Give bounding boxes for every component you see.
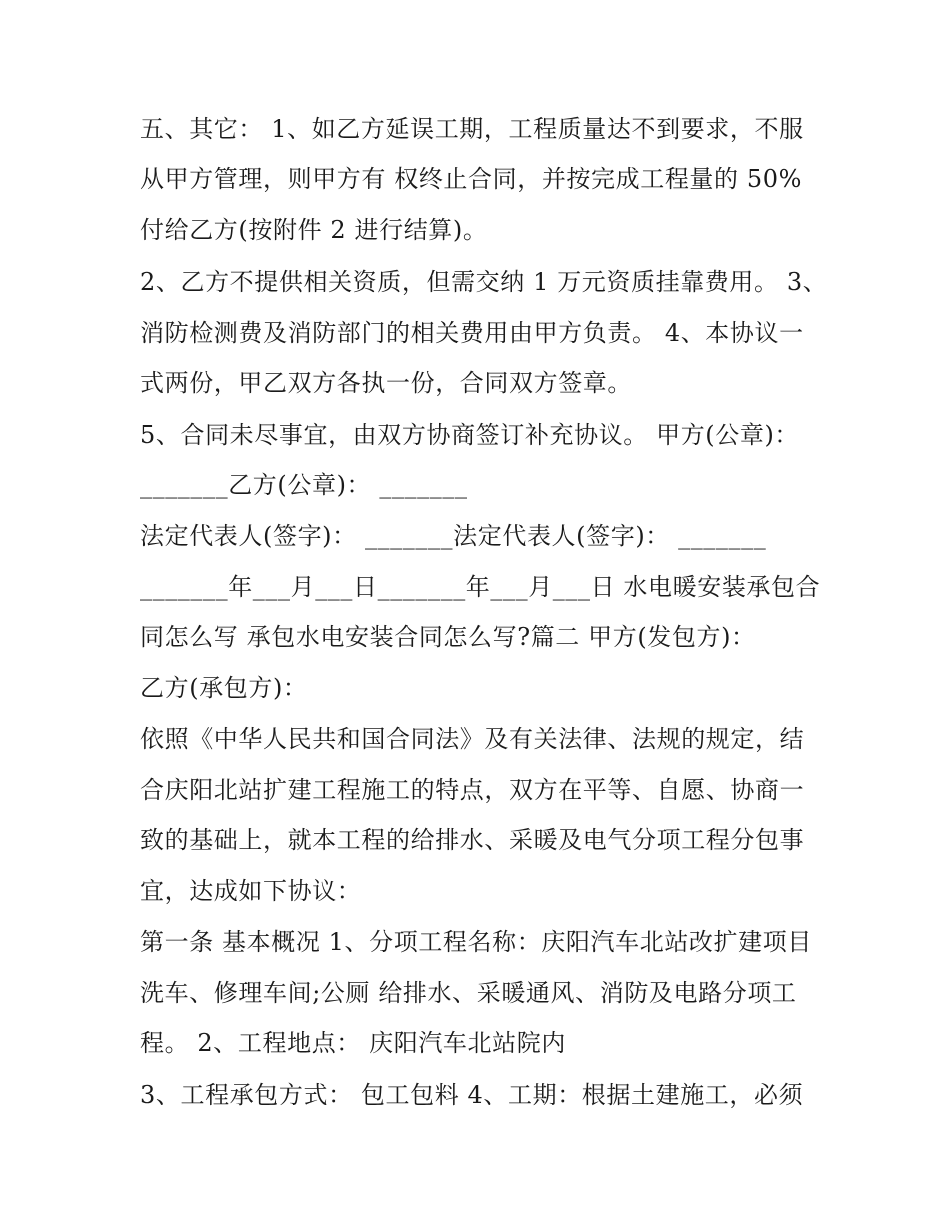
text-line: 5、合同未尽事宜，由双方协商签订补充协议。 甲方(公章)： [140, 421, 800, 449]
text-line: 法定代表人(签字)： _______法定代表人(签字)： _______ [140, 522, 767, 550]
text-line: 合庆阳北站扩建工程施工的特点，双方在平等、自愿、协商一 [140, 776, 805, 804]
text-line: 洗车、修理车间;公厕 给排水、采暖通风、消防及电路分项工 [140, 979, 797, 1007]
text-line: 第一条 基本概况 1、分项工程名称：庆阳汽车北站改扩建项目 [140, 928, 812, 956]
text-line: 同怎么写 承包水电安装合同怎么写?篇二 甲方(发包方)： [140, 623, 756, 651]
text-line: 五、其它： 1、如乙方延误工期，工程质量达不到要求，不服 [140, 115, 804, 143]
text-line: 乙方(承包方)： [140, 674, 308, 702]
text-line: 消防检测费及消防部门的相关费用由甲方负责。 4、本协议一 [140, 319, 804, 347]
text-line: 致的基础上，就本工程的给排水、采暖及电气分项工程分包事 [140, 826, 805, 854]
text-line: 程。 2、工程地点： 庆阳汽车北站院内 [140, 1029, 566, 1057]
text-line: 付给乙方(按附件 2 进行结算)。 [140, 216, 488, 244]
text-line: _______乙方(公章)： _______ [140, 471, 468, 499]
text-line: _______年___月___日_______年___月___日 水电暖安装承包合 [140, 573, 821, 601]
text-line: 依照《中华人民共和国合同法》及有关法律、法规的规定，结 [140, 725, 805, 753]
text-line: 3、工程承包方式： 包工包料 4、工期：根据土建施工，必须 [140, 1081, 804, 1109]
text-line: 式两份，甲乙双方各执一份，合同双方签章。 [140, 369, 632, 397]
text-line: 2、乙方不提供相关资质，但需交纳 1 万元资质挂靠费用。 3、 [140, 268, 828, 296]
text-line: 从甲方管理，则甲方有 权终止合同，并按完成工程量的 50% [140, 165, 802, 193]
text-line: 宜，达成如下协议： [140, 877, 362, 905]
